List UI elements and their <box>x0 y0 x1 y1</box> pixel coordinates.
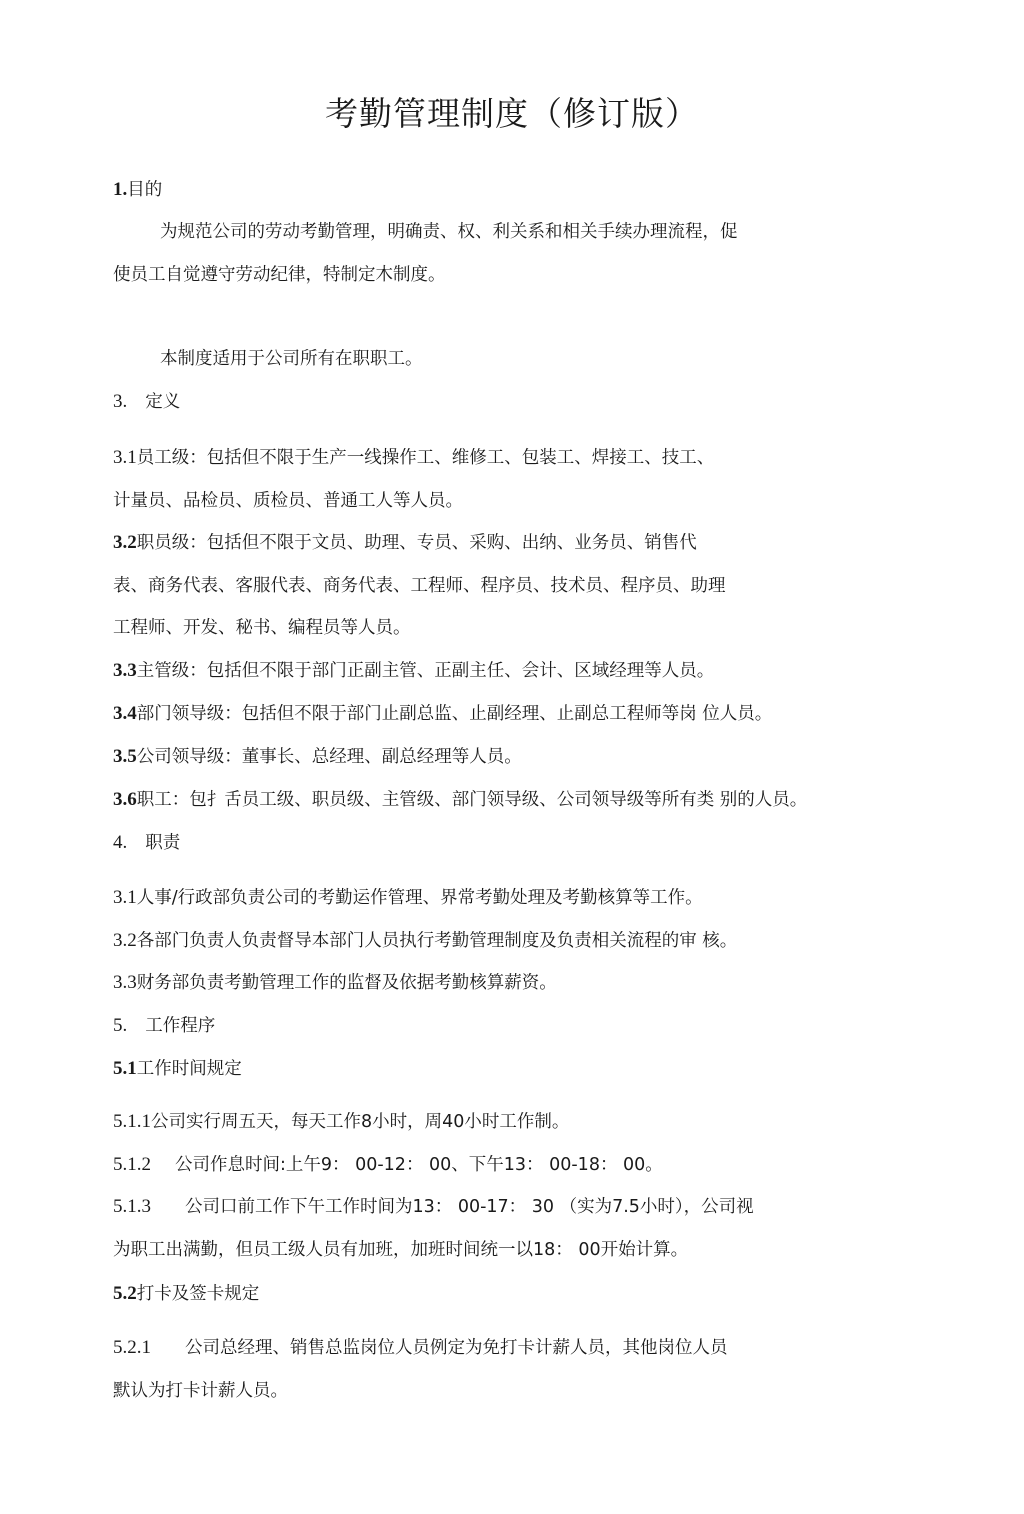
clause-text: 公司领导级：董事长、总经理、副总经理等人员。 <box>136 747 522 767</box>
clause-number: 5.1.3 <box>113 1196 151 1217</box>
clause-line <box>113 1336 728 1360</box>
section-number: 5. <box>113 1015 128 1036</box>
document-title: 考勤管理制度（修订版） <box>325 94 699 133</box>
clause-line <box>113 929 737 953</box>
clause-text: 为职工出满勤，但员工级人员有加班，加班时间统一以18： 00开始计算。 <box>113 1240 689 1260</box>
clause-line <box>113 745 522 769</box>
section-number: 1. <box>113 179 128 200</box>
section-text: 定义 <box>145 392 181 412</box>
paragraph-line <box>160 347 423 371</box>
clause-number: 5.2.1 <box>113 1337 151 1358</box>
clause-line <box>113 702 772 726</box>
clause-line <box>113 616 411 640</box>
clause-text: 员工级：包括但不限于生产一线操作工、维修工、包装工、焊接工、技工、 <box>136 448 715 468</box>
section-heading-purpose <box>113 178 162 202</box>
clause-text: 部门领导级：包括但不限于部门止副总监、止副经理、止副总工程师等岗 位人员。 <box>136 704 773 724</box>
clause-text: 职工：包扌舌员工级、职员级、主管级、部门领导级、公司领导级等所有类 别的人员。 <box>136 790 808 810</box>
clause-line <box>113 531 697 555</box>
section-number: 4. <box>113 832 128 853</box>
section-number: 3. <box>113 391 128 412</box>
clause-line <box>113 659 714 683</box>
clause-line <box>113 1110 569 1134</box>
paragraph-text: 使员工自觉遵守劳动纪律，特制定木制度。 <box>113 265 446 285</box>
clause-text: 公司作息时间:上午9： 00-12： 00、下午13： 00-18： 00。 <box>175 1155 663 1175</box>
paragraph-text: 为规范公司的劳动考勤管理，明确责、权、利关系和相关手续办理流程，促 <box>160 222 738 242</box>
subsection-text: 工作时间规定 <box>136 1059 242 1079</box>
paragraph-line <box>113 263 446 287</box>
clause-text: 职员级：包括但不限于文员、助理、专员、采购、出纳、业务员、销售代 <box>136 533 697 553</box>
subsection-text: 打卡及签卡规定 <box>136 1284 260 1304</box>
section-text: 工作程序 <box>145 1016 216 1036</box>
section-text: 职责 <box>145 833 181 853</box>
clause-line <box>113 1379 288 1403</box>
clause-text: 主管级：包括但不限于部门正副主管、正副主任、会计、区域经理等人员。 <box>136 661 715 681</box>
clause-number: 3.1 <box>113 447 137 468</box>
clause-text: 默认为打卡计薪人员。 <box>113 1381 288 1401</box>
clause-text: 公司实行周五天，每天工作8小时，周40小时工作制。 <box>151 1112 570 1132</box>
clause-line <box>113 1195 754 1219</box>
clause-number: 3.1 <box>113 887 137 908</box>
clause-line <box>113 971 557 995</box>
clause-number: 3.6 <box>113 789 137 810</box>
clause-number: 3.2 <box>113 532 137 553</box>
subsection-heading <box>113 1282 259 1306</box>
section-heading-definitions <box>113 390 180 414</box>
section-text: 目的 <box>127 180 163 200</box>
clause-line <box>113 446 714 470</box>
clause-number: 3.5 <box>113 746 137 767</box>
paragraph-line <box>160 220 738 244</box>
subsection-number: 5.1 <box>113 1058 137 1079</box>
clause-line <box>113 574 726 598</box>
section-heading-procedures <box>113 1014 215 1038</box>
clause-line <box>113 489 463 513</box>
clause-text: 工程师、开发、秘书、编程员等人员。 <box>113 618 411 638</box>
clause-number: 3.4 <box>113 703 137 724</box>
subsection-number: 5.2 <box>113 1283 137 1304</box>
clause-line <box>113 1238 688 1262</box>
clause-text: 各部门负责人负责督导本部门人员执行考勤管理制度及负责相关流程的审 核。 <box>136 931 738 951</box>
clause-text: 表、商务代表、客服代表、商务代表、工程师、程序员、技术员、程序员、助理 <box>113 576 726 596</box>
paragraph-text: 本制度适用于公司所有在职职工。 <box>160 349 423 369</box>
clause-number: 3.3 <box>113 660 137 681</box>
clause-text: 公司总经理、销售总监岗位人员例定为免打卡计薪人员，其他岗位人员 <box>185 1338 728 1358</box>
clause-text: 财务部负责考勤管理工作的监督及依据考勤核算薪资。 <box>136 973 557 993</box>
clause-number: 3.3 <box>113 972 137 993</box>
clause-line <box>113 886 703 910</box>
clause-line <box>113 788 807 812</box>
clause-text: 人事/行政部负责公司的考勤运作管理、界常考勤处理及考勤核算等工作。 <box>136 888 703 908</box>
clause-line <box>113 1153 663 1177</box>
clause-number: 5.1.1 <box>113 1111 151 1132</box>
clause-number: 3.2 <box>113 930 137 951</box>
clause-text: 公司口前工作下午工作时间为13： 00-17： 30 （实为7.5小时），公司视 <box>185 1197 754 1217</box>
clause-text: 计量员、品检员、质检员、普通工人等人员。 <box>113 491 463 511</box>
subsection-heading <box>113 1057 242 1081</box>
clause-number: 5.1.2 <box>113 1154 151 1175</box>
section-heading-responsibilities <box>113 831 180 855</box>
